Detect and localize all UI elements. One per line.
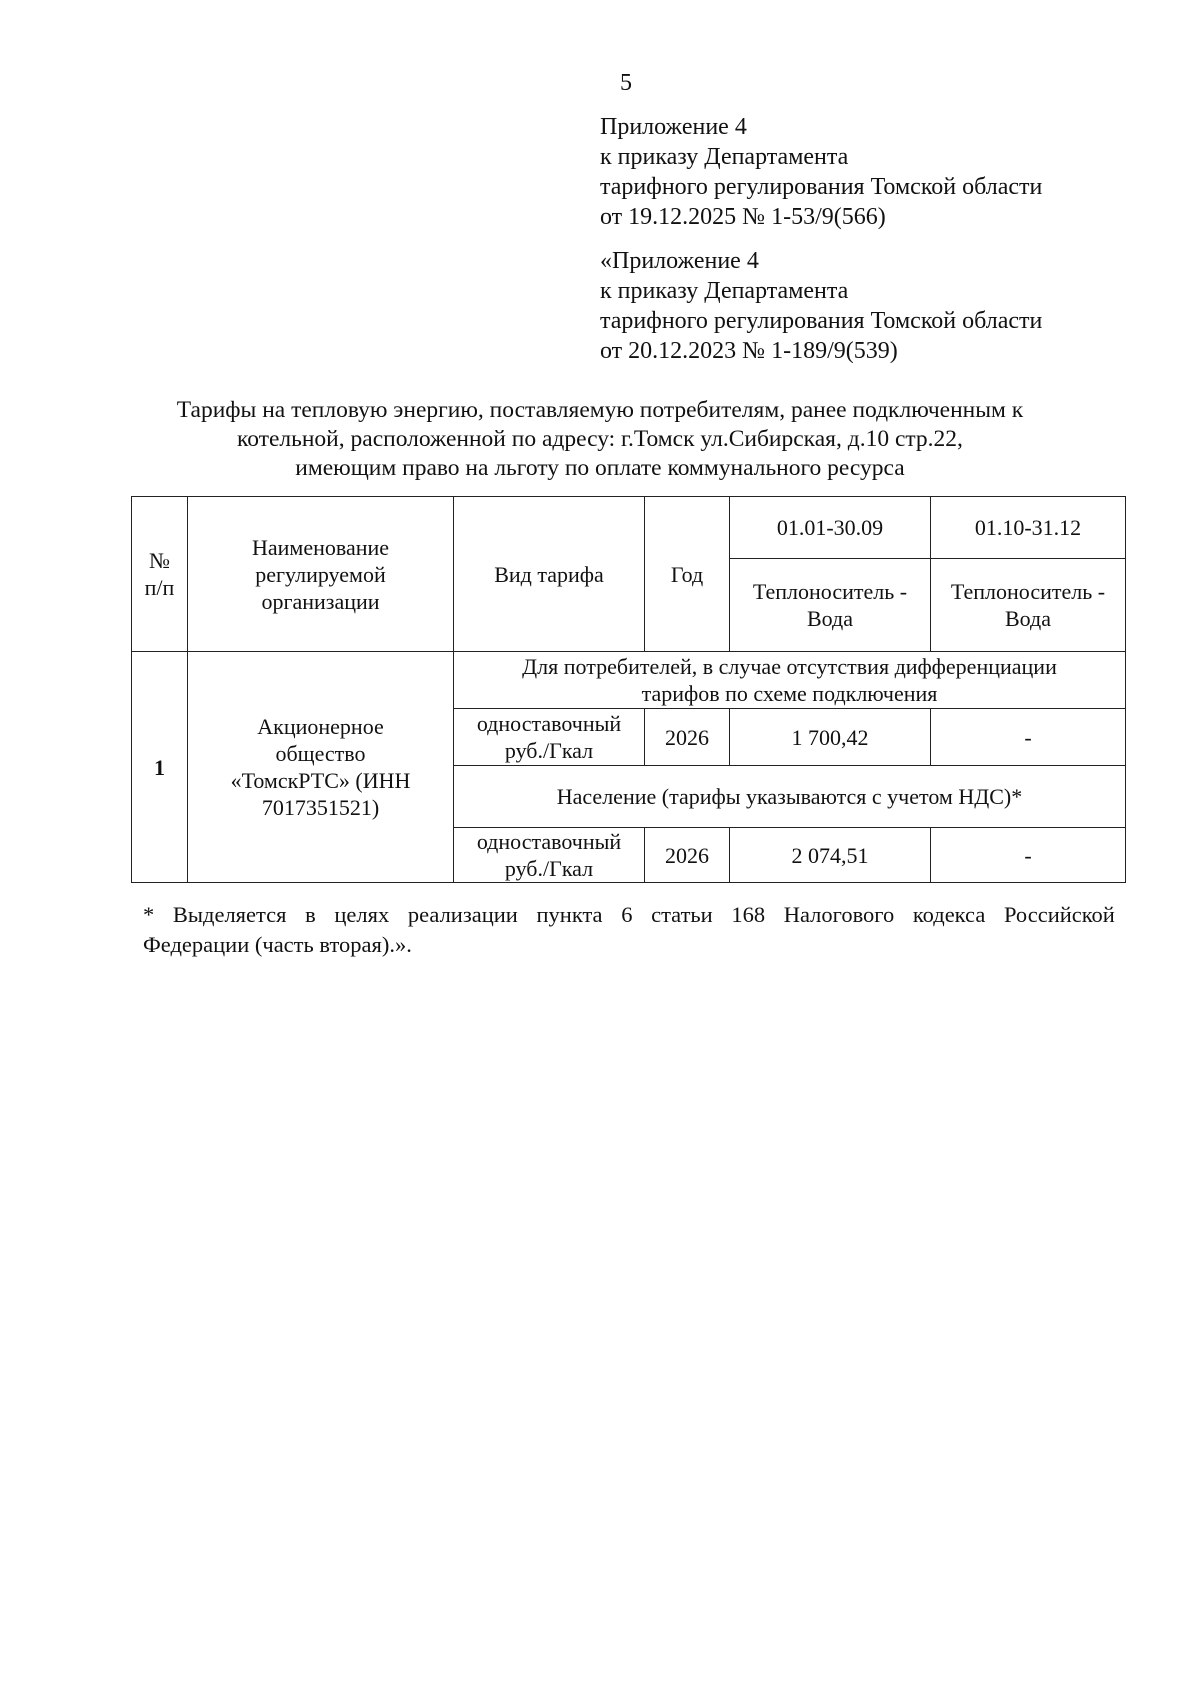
footnote-word: реализации <box>407 902 518 927</box>
footnote-word: 6 <box>621 902 633 927</box>
title-line: котельной, расположенной по адресу: г.Томск ул.Сибирская, д.10 стр.22, <box>237 426 963 452</box>
annex-previous-line: к приказу Департамента <box>600 278 849 304</box>
annex-previous <box>600 246 1160 366</box>
title-line: Тарифы на тепловую энергию, поставляемую потребителям, ранее подключенным к <box>176 397 1024 423</box>
header-number-line: № <box>149 548 170 573</box>
annex-previous-line: тарифного регулирования Томской области <box>600 308 1043 334</box>
tariff-type-cell <box>454 828 645 883</box>
annex-current-line: тарифного регулирования Томской области <box>600 174 1043 200</box>
header-organization-line: Наименование <box>251 534 390 560</box>
annex-previous-line: от 20.12.2023 № 1-189/9(539) <box>600 338 898 364</box>
header-year: Год <box>645 497 730 652</box>
year-cell: 2026 <box>645 828 730 883</box>
annex-current-line: от 19.12.2025 № 1-53/9(566) <box>600 204 886 230</box>
tariff-type-line: руб./Гкал <box>504 738 594 763</box>
footnote-word: статьи <box>651 902 713 927</box>
group-caption-line: Для потребителей, в случае отсутствия дифференциации <box>522 654 1057 679</box>
document-title <box>120 396 1080 483</box>
footnote-word: целях <box>334 902 390 927</box>
tariff-value-period-1: 2 074,51 <box>730 828 931 883</box>
footnote-word: в <box>305 902 316 927</box>
header-carrier-line: Вода <box>1005 606 1051 631</box>
header-number <box>132 497 188 652</box>
footnote-word: Выделяется <box>172 902 287 927</box>
organization-name-line: «ТомскРТС» (ИНН <box>230 768 411 793</box>
footnote-word: Российской <box>1003 902 1115 927</box>
footnote-word: кодекса <box>912 902 986 927</box>
annex-current-line: к приказу Департамента <box>600 144 849 170</box>
footnote <box>143 900 1115 960</box>
tariff-type-line: одноставочный <box>476 711 622 736</box>
organization-name-line: Акционерное <box>257 714 384 739</box>
header-carrier-line: Теплоноситель - <box>752 579 908 604</box>
tariff-value-period-2: - <box>931 709 1126 766</box>
header-number-line: п/п <box>144 575 175 600</box>
group-caption <box>454 652 1126 709</box>
footnote-word: Налогового <box>783 902 895 927</box>
footnote-word: пункта <box>536 902 603 927</box>
header-period-2: 01.10-31.12 <box>931 497 1126 559</box>
header-period-1: 01.01-30.09 <box>730 497 931 559</box>
header-organization-line: регулируемой <box>255 561 386 587</box>
header-carrier-line: Теплоноситель - <box>950 579 1106 604</box>
header-organization <box>188 497 454 652</box>
tariff-table <box>131 496 1126 883</box>
tariff-value-period-2: - <box>931 828 1126 883</box>
page-number: 5 <box>620 70 632 96</box>
group-caption: Население (тарифы указываются с учетом НДС)* <box>454 766 1126 828</box>
annex-current <box>600 112 1160 232</box>
organization-name-line: 7017351521) <box>261 795 380 820</box>
footnote-line-1 <box>143 900 1115 930</box>
group-caption-line: тарифов по схеме подключения <box>641 681 938 706</box>
annex-current-line: Приложение 4 <box>600 114 747 140</box>
header-carrier-2 <box>931 559 1126 652</box>
title-line: имеющим право на льготу по оплате коммунального ресурса <box>295 455 905 481</box>
table-row <box>132 652 1126 709</box>
year-cell: 2026 <box>645 709 730 766</box>
header-tariff-type: Вид тарифа <box>454 497 645 652</box>
row-number: 1 <box>132 652 188 883</box>
header-carrier-line: Вода <box>807 606 853 631</box>
organization-name-line: общество <box>275 741 366 766</box>
header-carrier-1 <box>730 559 931 652</box>
footnote-word: * <box>143 902 155 927</box>
annex-previous-line: «Приложение 4 <box>600 248 759 274</box>
tariff-type-cell <box>454 709 645 766</box>
tariff-type-line: руб./Гкал <box>504 856 594 881</box>
tariff-value-period-1: 1 700,42 <box>730 709 931 766</box>
organization-name <box>188 652 454 883</box>
footnote-word: 168 <box>731 902 766 927</box>
table-header-row <box>132 497 1126 559</box>
header-organization-line: организации <box>261 588 380 614</box>
footnote-line-2: Федерации (часть вторая).». <box>143 932 412 957</box>
tariff-type-line: одноставочный <box>476 829 622 854</box>
